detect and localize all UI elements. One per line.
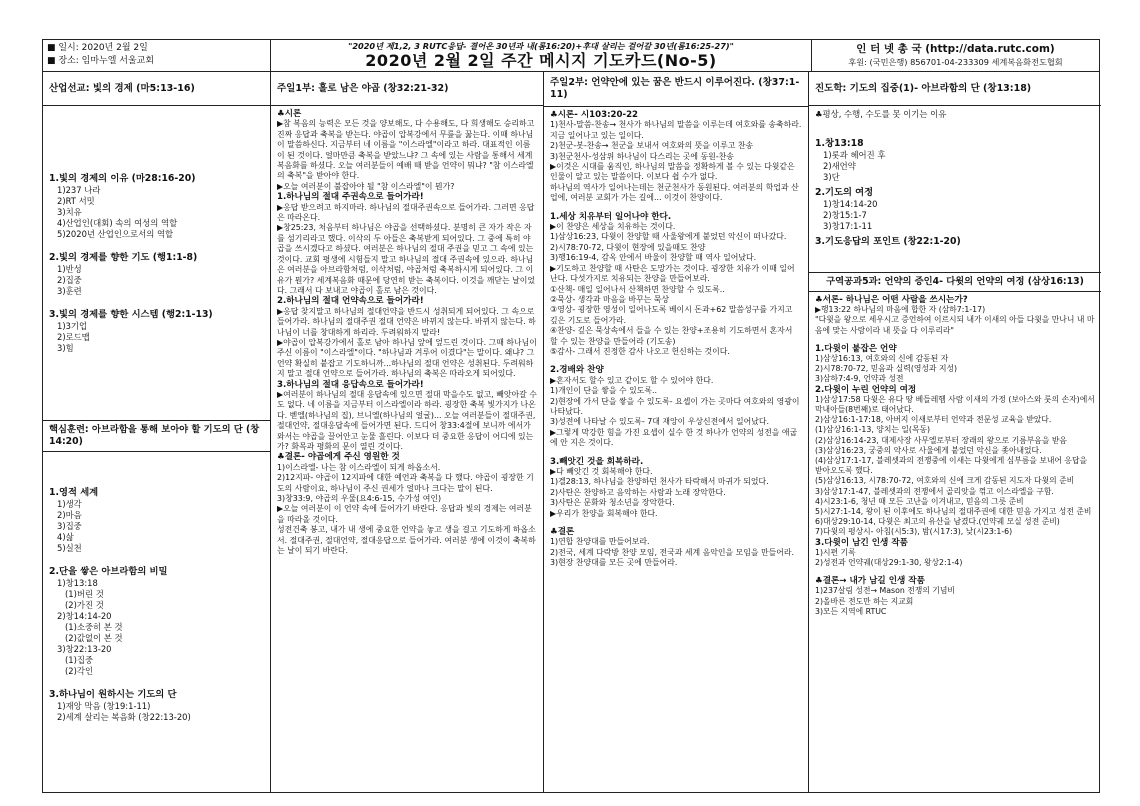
section-heading: 1.빛의 경제의 이유 (마28:16-20) bbox=[49, 173, 196, 184]
section-heading: 2.빛의 경제를 향한 기도 (행1:1-8) bbox=[49, 252, 198, 263]
paragraph: 1)연합 찬양대를 만들어보라. 2)전국, 세계 다락방 찬양 모임, 전국과 세계 음악인을 모임을 만들어라. 3)현장 찬양대를 모든 곳에 만들어라. bbox=[550, 537, 795, 568]
section-heading: 3.하나님의 절대 응답속으로 들어가라! bbox=[277, 379, 424, 390]
list-item: 2)RT 서밋 bbox=[57, 196, 95, 206]
theme-text: "2020년 제1,2, 3 RUTC응답- 결어온 30년과 내(롬16:20)+후대 살리는 걸어갈 30년(롬16:25-27)" bbox=[348, 41, 734, 51]
column-heading: 산업선교: 빛의 경제 (마5:13-16) bbox=[43, 72, 270, 106]
paragraph: 1)이스라엘- 나는 참 이스라엘이 되게 하옵소서. 2)12지파- 야곱이 12지파에 대한 예언과 축복을 다 했다. 야곱이 굉장한 기도의 사람이요, 하나님이 주신 권세가 얼마나 크다는 말이 된다. 3)창33:9, 야곱의 우물(요4:6-15, 수가성 여인) ▶오늘 여러분이 이 언약 속에 들어가기 바란다. 응답과 빛의 경제는 여러분을 따라올 것이다. 성전건축 봉고, 내가 내 생에 중요한 언약을 놓고 생을 걸고 기도하게 하옵소서. 절대주권, 절대언약, 절대응답으로 들어가라. 여러분 생에 이것이 축복하는 날이 되기 바란다. bbox=[277, 462, 536, 556]
list-item: 3)힘 bbox=[57, 343, 74, 353]
list-item: 1)롯과 헤어진 후 bbox=[823, 150, 886, 160]
prayer-card bbox=[42, 39, 1100, 791]
sermon-body bbox=[271, 106, 543, 559]
industry-body bbox=[43, 106, 270, 374]
list-item: 4)삶 bbox=[57, 532, 74, 542]
meta-cell bbox=[43, 40, 271, 71]
column-sunday-1 bbox=[271, 72, 544, 792]
section-heading: 1.영적 세계 bbox=[49, 487, 99, 498]
paragraph: 1)삼상16:13, 여호와의 신에 감동된 자 2)시78:70-72, 믿음과 실력(영성과 지성) 3)삼하7:4-9, 언약과 성전 bbox=[815, 354, 958, 384]
list-item: (2)각인 bbox=[65, 666, 94, 676]
list-item: 2)세계 살리는 복음화 (창22:13-20) bbox=[57, 712, 191, 722]
list-item: (1)집중 bbox=[65, 655, 94, 665]
list-item: 5)2020년 산업인으로서의 역할 bbox=[57, 229, 174, 239]
list-item: 3)창17:1-11 bbox=[823, 221, 873, 231]
date-text: ■ 일시: 2020년 2월 2일 bbox=[47, 43, 148, 53]
item-list bbox=[49, 264, 264, 297]
section-heading: ♣서론- 하나님은 어떤 사람을 쓰시는가? bbox=[815, 295, 968, 305]
paragraph: ▶다 빼앗긴 것 회복해야 한다. 1)겔28:13, 하나님을 찬양하던 천사가 타락해서 마귀가 되었다. 2)사탄은 찬양하고 음악하는 사람과 노래 장악한다. 3)사탄은 문화와 청소년을 장악한다. ▶우리가 찬양을 회복해야 한다. bbox=[550, 467, 769, 518]
column-heading: 주일1부: 홀로 남은 야곱 (창32:21-32) bbox=[271, 72, 543, 106]
list-item: 3)단 bbox=[823, 172, 840, 182]
list-item: (1)소중히 본 것 bbox=[65, 622, 123, 632]
column-heading: 진도학: 기도의 집중(1)- 아브라함의 단 (창13:18) bbox=[809, 72, 1101, 106]
list-item: 4)산업인(대회) 속의 여성의 역할 bbox=[57, 218, 178, 228]
page-title: 2020년 2월 2일 주간 메시지 기도카드(No-5) bbox=[365, 51, 717, 70]
paragraph: ▶참 복음의 능력은 모든 것을 양보해도, 다 수용해도, 다 희생해도 승리하고 진짜 응답과 축복을 받는다. 야곱이 압복강에서 무릎을 꿇는다. 이때 하나님이 말씀하신다. 지금부터 네 이름을 "이스라엘"이라고 하라. 대표적인 이름이 된 것이다. 얼마만큼 축복을 받았느냐? 그 속에 있는 사람을 통해서 세계복음화를 하셨다. 오늘 여러분들이 예배 때 받을 언약이 뭐냐? "참 이스라엘의 축복"을 받아야 한다. ▶오늘 여러분이 불잡아야 될 "참 이스라엘"이 뭔가? bbox=[277, 119, 535, 191]
paragraph: ▶여러분이 하나님의 절대 응답속에 있으면 절대 막을수도 없고, 빼앗아갈 수도 없다. 네 이름을 지금부터 이스라엘이라 하라. 굉장한 축복 빛가지가 나온다. 벧엘(하나님의 집), 브니엘(하나님의 얼굴)... 오늘 여러분들이 절대주권, 절대언약, 절대응답속에 들어가면 된다. 드디어 창33:4절에 보니까 에서가 와서는 야곱을 끌어안고 눈물 흘린다. 이보다 더 중요한 응답이 어디에 있는가? 화목과 평화의 문이 열린 것이다. bbox=[277, 389, 538, 451]
section-heading: 1.하나님의 절대 주권속으로 들어가라! bbox=[277, 192, 424, 203]
section-heading: ♣결론- 야곱에게 주신 영원한 것 bbox=[277, 452, 400, 463]
paragraph: 1)삼상17:58 다윗은 유다 땅 베들레헴 사람 이새의 가정 (보아스와 룻의 손자)에서 막내아들(8번째)로 태어났다. 2)삼상16:1-17:18, 아버지 이새로부터 언약과 전문성 교육을 받았다. (1)삼상16:1-13, 양치는 일(목동) (2)삼상16:14-23, 대제사장 사무엘로부터 장래의 왕으로 기름부음을 받음 (3)삼상16:23, 궁중의 악사로 사울에게 붙었던 악신을 좇아내었다. (4)삼상17:1-17, 블레셋과의 전쟁중에 이새는 다윗에게 심부름을 보내어 응답을 받아오도록 했다. (5)삼상16:13, 시78:70-72, 여호와의 신에 크게 감동된 지도자 다윗의 준비 3)삼상17:1-47, 블레셋과의 전쟁에서 골리앗을 꺾고 이스라엘을 구함. 4)시23:1-6, 청년 때 모든 고난을 이겨내고, 믿음의 그릇 준비 5)시27:1-14, 왕이 된 이후에도 하나님의 절대주권에 대한 믿음 가지고 성전 준비 6)대상29:10-14, 다윗은 최고의 유산을 남겼다.(언약궤 모실 성전 준비) 7)다윗의 평상시- 아침(시5:3), 밤(시17:3), 낮(시23:1-6) bbox=[815, 394, 1095, 537]
item-list bbox=[49, 499, 264, 554]
sermon-body bbox=[544, 107, 808, 572]
list-item: (2)가진 것 bbox=[65, 600, 104, 610]
list-item: 2)창15:1-7 bbox=[823, 210, 867, 220]
training-body bbox=[43, 452, 270, 726]
section-heading: ♣결론→ 내가 남길 인생 작품 bbox=[815, 576, 925, 587]
list-item: 2)로드맵 bbox=[57, 332, 90, 342]
box-heading: 구역공과5과: 언약의 증인4- 다윗의 언약의 여정 (삼상16:13) bbox=[809, 272, 1101, 292]
paragraph: ▶혼자서도 할수 있고 같이도 할 수 있어야 한다. 1)개인이 단을 쌓을 수 있도록.. 2)현장에 가서 단을 쌓을 수 있도록- 요셉이 가는 곳마다 여호와의 영광이 나타났다. 3)성전에 나타날 수 있도록- 7대 재앙이 우상신전에서 일어났다. ▶그렇게 막강한 힘을 가진 요셉이 실수 한 것 하나가 언약의 성전을 애굽에 안 지은 것이다. bbox=[550, 375, 800, 448]
column-industry bbox=[43, 72, 271, 792]
list-item: 1)237 나라 bbox=[57, 185, 101, 195]
item-list bbox=[49, 185, 264, 240]
list-item: 2)마음 bbox=[57, 510, 82, 520]
section-heading: 2.단을 쌓은 아브라함의 비밀 bbox=[49, 566, 168, 577]
section-heading: 3.기도응답의 포인트 (창22:1-20) bbox=[815, 236, 961, 247]
section-heading: ♣시론 bbox=[277, 109, 302, 119]
section-heading: 3.다윗이 남긴 인생 작품 bbox=[815, 537, 908, 548]
lesson-body bbox=[809, 292, 1101, 620]
list-item: 3)훈련 bbox=[57, 286, 82, 296]
list-item: 1)창14:14-20 bbox=[823, 199, 878, 209]
paragraph: ▶응답 찾지말고 하나님의 절대언약을 반드시 성취되게 되어있다. 그 속으로 들어가라. 하나님의 절대주권 절대 언약은 바뀌지 않는다. 바뀌지 않는다. 하나님이 너를 창대하게 하리라. 두려워하지 말라! ▶야곱이 압복강가에서 홀로 남아 하나님 앞에 엎드린 것이다. 그때 하나님이 주신 이름이 "이스라엘"이다. "하나님과 겨루어 이겼다"는 말이다. 왜냐? 그 언약 확실히 붙잡고 기도하니까...하나님의 절대 언약은 성취된다. 두려워하지 말고 절대 언약으로 들어가라. 하나님의 축복은 따라오게 되어있다. bbox=[277, 306, 537, 379]
list-item: 1)재앙 막음 (창19:1-11) bbox=[57, 701, 151, 711]
list-item: 2)새언약 bbox=[823, 161, 856, 171]
list-item: 2)창14:14-20 bbox=[57, 611, 112, 621]
list-item: 3)창22:13-20 bbox=[57, 644, 112, 654]
section-heading: 1.세상 치유부터 일어나야 한다. bbox=[550, 211, 672, 222]
paragraph: 1)시편 기록 2)성전과 언약궤(대상29:1-30, 왕상2:1-4) bbox=[815, 547, 963, 568]
section-heading: ♣시론- 시103:20-22 bbox=[550, 110, 639, 120]
section-heading: 2.다윗이 누린 언약의 여정 bbox=[815, 384, 917, 395]
section-heading: ♣결론 bbox=[550, 527, 575, 538]
item-list bbox=[815, 199, 1095, 232]
paragraph: 1)237살림 성전→ Mason 전쟁의 기념비 2)올바른 전도만 하는 지교회 3)모든 지역에 RTUC bbox=[815, 586, 955, 616]
list-item: 1)창13:18 bbox=[57, 578, 98, 588]
card-header bbox=[42, 39, 1100, 72]
section-heading: 1.창13:18 bbox=[815, 138, 864, 149]
list-item: 2)집중 bbox=[57, 275, 82, 285]
paragraph: ♣평상, 수행, 수도를 못 이기는 이유 bbox=[815, 109, 947, 119]
paragraph: 1)천사-말씀-찬송→ 천사가 하나님의 말씀을 이루는데 여호와를 송축하라. 지금 일어나고 있는 일이다. 2)천군-봇-찬송→ 천군을 보내서 여호와의 뜻을 이루고 찬송 3)천군천사-성삼위 하나님이 다스리는 곳에 동원-찬송 ▶이것은 시대를 움직인, 하나님의 말씀을 정확하게 볼 수 있는 다윗같은 인물이 알고 있는 말씀이다. 이보다 쉽 수가 없다. 하나님의 역사가 일어나는데는 천군천사가 동원된다. 여러분의 학업과 산업에, 여러분 교회가 가는 길에... 이것이 찬양이다. bbox=[550, 120, 802, 203]
section-heading: 3.빛의 경제를 향한 시스템 (행2:1-13) bbox=[49, 309, 213, 320]
list-item: 1)3기업 bbox=[57, 321, 88, 331]
section-heading: 3.하나님이 원하시는 기도의 단 bbox=[49, 689, 177, 700]
item-list bbox=[49, 321, 264, 354]
org-link[interactable]: 인 터 넷 총 국 (http://data.rutc.com) bbox=[856, 43, 1055, 55]
bank-text: 후원: (국민은행) 856701-04-233309 세계복음화전도협회 bbox=[848, 57, 1063, 67]
list-item: 1)반성 bbox=[57, 264, 82, 274]
list-item: 3)치유 bbox=[57, 207, 82, 217]
section-heading: 3.빼앗긴 것을 회복하라. bbox=[550, 456, 644, 467]
section-heading: 2.기도의 여정 bbox=[815, 187, 874, 198]
list-item: 3)집중 bbox=[57, 521, 82, 531]
columns bbox=[42, 72, 1100, 793]
place-text: ■ 장소: 임마누엘 서울교회 bbox=[47, 56, 155, 66]
training-body bbox=[809, 106, 1101, 254]
item-list bbox=[49, 578, 264, 677]
list-item: 5)실천 bbox=[57, 543, 82, 553]
section-heading: 2.하나님의 절대 언약속으로 들어가라! bbox=[277, 296, 424, 307]
item-list bbox=[49, 701, 264, 723]
list-item: (1)버린 것 bbox=[65, 589, 104, 599]
column-sunday-2 bbox=[544, 72, 809, 792]
paragraph: ▶이 찬양은 세상을 치유하는 것이다. 1)삼상16:23, 다윗이 찬양할 때 사울왕에게 붙었던 악신이 떠나갔다. 2)시78:70-72, 다윗이 현장에 있을때도 찬양 3)행16:19-4, 감옥 안에서 바울이 찬양할 때 역사 일어났다. ▶기도하고 찬양할 때 사탄은 도망가는 것이다. 굉장한 치유가 이때 일어난다. 다섯가지로 치유되는 찬양을 만들어보라. ①산책- 매일 일어나서 산책하면 찬양할 수 있도록.. ②묵상- 생각과 마음을 바꾸는 묵상 ③영상- 굉장한 영성이 일어나도록 베이시 돈과+62 말씀성구를 가지고 깊은 기도로 들어가라. ④찬양- 깊은 묵상속에서 들을 수 있는 찬양+조용히 기도하면서 혼자서 할 수 있는 찬양을 만들어라 (기도송) ⑤감사- 그래서 진정한 감사 나오고 헌신하는 것이다. bbox=[550, 222, 795, 356]
section-heading: 2.경배와 찬양 bbox=[550, 365, 604, 376]
title-cell bbox=[271, 40, 812, 71]
column-heading: 주일2부: 언약안에 있는 꿈은 반드시 이루어진다. (창37:1-11) bbox=[544, 72, 808, 107]
list-item: (2)값없이 본 것 bbox=[65, 633, 123, 643]
list-item: 1)생각 bbox=[57, 499, 82, 509]
paragraph: ▶행13:22 하나님의 마음에 합한 자 (삼하7:1-17) "다윗을 왕으로 세우시고 증언하여 이르시되 내가 이새의 아들 다윗을 만나니 내 마음에 맞는 사람이라 내 뜻을 다 이루리라" bbox=[815, 305, 1095, 335]
item-list bbox=[815, 150, 1095, 183]
section-heading: 1.다윗이 붙잡은 언약 bbox=[815, 343, 897, 354]
column-training bbox=[809, 72, 1101, 792]
org-cell bbox=[812, 40, 1099, 71]
box-heading: 핵심훈련: 아브라함을 통해 보아야 할 기도의 단 (창14:20) bbox=[43, 420, 270, 452]
paragraph: ▶응답 받으려고 하지마라. 하나님의 절대주권속으로 들어가라. 그러면 응답은 따라온다. ▶창25:23, 처음부터 하나님은 야곱을 선택하셨다. 분명히 큰 자가 작은 자를 섬기리라고 했다. 이삭의 두 아들은 축복받게 되어있다. 그 중에 특히 야곱을 쓰시겠다고 하셨다. 여러분은 하나님의 절대 주권을 믿고 그 속에 있는 것이다. 교회 평생에 시험들지 말고 하나님의 절대 주권속에 있으라. 하나님은 여러분을 아브라함처럼, 이삭처럼, 야곱처럼 축복하시게 되어있다. 그 이유가 뭔가? 세계복음화 때문에 당연히 받는 축복이다. 이것을 깨닫는 날이었다. 그래서 다 보내고 야곱이 홀로 남은 것이다. bbox=[277, 202, 535, 295]
